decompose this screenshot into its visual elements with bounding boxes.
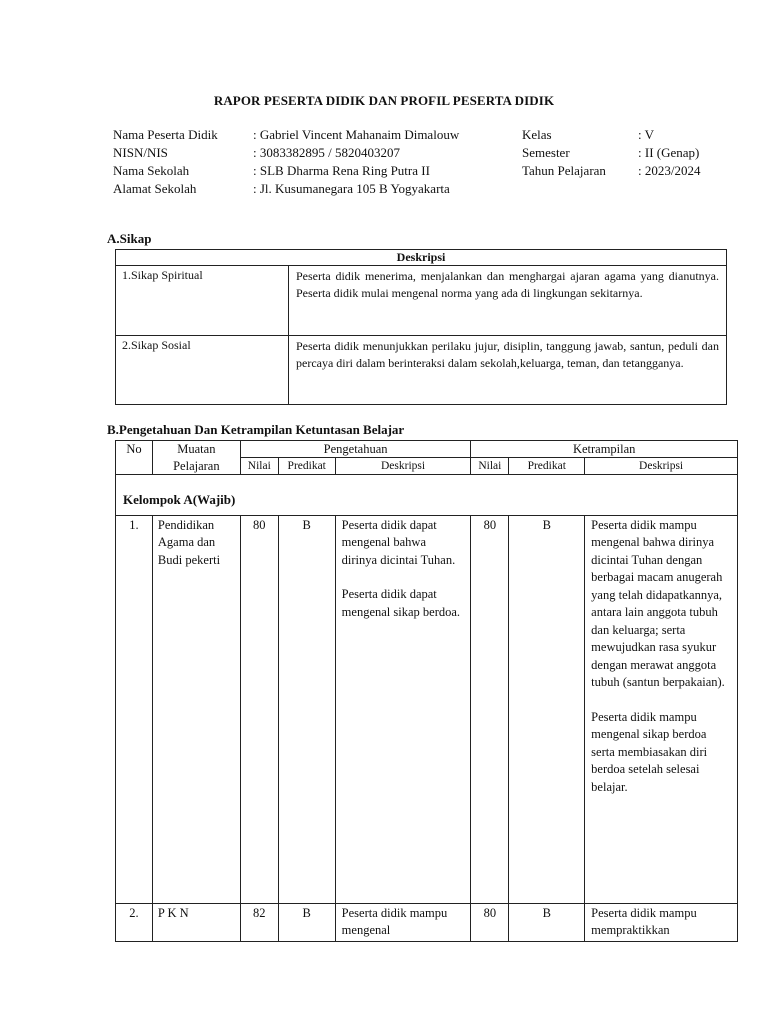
table-row	[116, 903, 738, 941]
header-k-deskripsi: Deskripsi	[585, 458, 738, 475]
info-value: : 3083382895 / 5820403207	[253, 145, 400, 160]
desc-paragraph: Peserta didik mampu mengenal	[341, 905, 448, 937]
section-title-sikap: A.Sikap	[107, 231, 152, 246]
row-k-nilai: 80	[471, 903, 509, 941]
row-p-nilai: 80	[240, 515, 278, 903]
sikap-description: Peserta didik menunjukkan perilaku jujur, disiplin, tanggung jawab, santun, peduli dan percaya diri dalam berinteraksi dalam sekolah,keluarga, teman, dan tetangganya.	[289, 336, 727, 405]
table-row	[116, 515, 738, 903]
group-label: Kelompok A(Wajib)	[116, 475, 738, 516]
info-row-nama	[113, 126, 459, 144]
header-k-predikat: Predikat	[509, 458, 585, 475]
info-label: NISN/NIS	[113, 145, 168, 160]
header-muatan: Muatan	[152, 441, 240, 458]
page-title: RAPOR PESERTA DIDIK DAN PROFIL PESERTA DIDIK	[213, 93, 555, 108]
info-label: Tahun Pelajaran	[522, 163, 606, 178]
info-row-kelas	[522, 126, 700, 144]
header-pelajaran: Pelajaran	[152, 458, 240, 475]
sikap-description: Peserta didik menerima, menjalankan dan menghargai ajaran agama yang dianutnya. Peserta didik mulai mengenal norma yang ada di lingkungan sekitarnya.	[289, 266, 727, 336]
sikap-header: Deskripsi	[116, 250, 727, 266]
header-pengetahuan: Pengetahuan	[240, 441, 471, 458]
info-value: : Gabriel Vincent Mahanaim Dimalouw	[253, 127, 460, 142]
header-no: No	[116, 441, 153, 475]
row-k-deskripsi	[585, 515, 738, 903]
info-row-sekolah	[113, 162, 459, 180]
row-p-nilai: 82	[240, 903, 278, 941]
info-value: : V	[638, 127, 655, 142]
info-value: : Jl. Kusumanegara 105 B Yogyakarta	[253, 181, 450, 196]
info-label: Semester	[522, 145, 570, 160]
header-p-predikat: Predikat	[278, 458, 335, 475]
header-k-nilai: Nilai	[471, 458, 509, 475]
row-no: 2.	[116, 903, 153, 941]
sikap-table	[115, 249, 727, 405]
row-p-predikat: B	[278, 515, 335, 903]
row-k-predikat: B	[509, 515, 585, 903]
row-p-deskripsi	[335, 515, 471, 903]
desc-paragraph: Peserta didik dapat mengenal sikap berdoa.	[341, 587, 461, 619]
sikap-aspect: 1.Sikap Spiritual	[116, 266, 289, 336]
info-row-alamat	[113, 180, 459, 198]
header-p-deskripsi: Deskripsi	[335, 458, 471, 475]
header-p-nilai: Nilai	[240, 458, 278, 475]
row-k-nilai: 80	[471, 515, 509, 903]
header-ketrampilan: Ketrampilan	[471, 441, 738, 458]
info-row-nisn	[113, 144, 459, 162]
desc-paragraph: Peserta didik mampu mempraktikkan	[591, 905, 697, 937]
row-p-predikat: B	[278, 903, 335, 941]
table-row	[116, 266, 727, 336]
nilai-table	[115, 440, 738, 942]
info-row-semester	[522, 144, 700, 162]
info-value: : 2023/2024	[638, 163, 701, 178]
info-value: : II (Genap)	[638, 145, 700, 160]
row-subject: Pendidikan Agama dan Budi pekerti	[152, 515, 240, 903]
desc-paragraph: Peserta didik mampu mengenal bahwa dirinya dicintai Tuhan dengan berbagai macam anugerah yang telah didapatkannya, antara lain anggota tubuh dan keluarga; serta mewujudkan rasa syukur dengan merawat anggota tubuh (santun berpakaian).	[591, 517, 725, 689]
desc-paragraph: Peserta didik dapat mengenal bahwa dirinya dicintai Tuhan.	[341, 517, 456, 567]
row-p-deskripsi	[335, 903, 471, 941]
row-no: 1.	[116, 515, 153, 903]
info-label: Nama Sekolah	[113, 163, 190, 178]
row-k-predikat: B	[509, 903, 585, 941]
row-k-deskripsi	[585, 903, 738, 941]
info-label: Kelas	[522, 127, 552, 142]
table-row	[116, 336, 727, 405]
info-label: Nama Peserta Didik	[113, 127, 218, 142]
info-value: : SLB Dharma Rena Ring Putra II	[253, 163, 430, 178]
sikap-aspect: 2.Sikap Sosial	[116, 336, 289, 405]
desc-paragraph: Peserta didik mampu mengenal sikap berdoa serta membiasakan diri berdoa setelah selesai belajar.	[591, 709, 708, 794]
section-title-nilai: B.Pengetahuan Dan Ketrampilan Ketuntasan Belajar	[107, 422, 405, 437]
student-info-left	[113, 126, 459, 198]
info-row-tahun	[522, 162, 700, 180]
student-info-right	[522, 126, 700, 180]
info-label: Alamat Sekolah	[113, 181, 197, 196]
row-subject: P K N	[152, 903, 240, 941]
